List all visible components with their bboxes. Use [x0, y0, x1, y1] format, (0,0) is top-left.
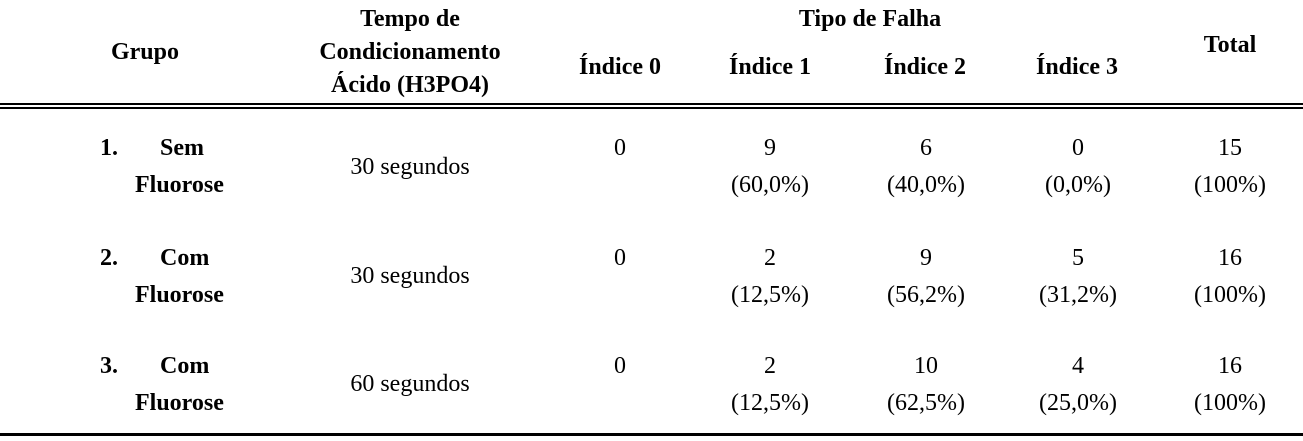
row-group-line2: Fluorose: [135, 390, 224, 416]
row-total-pct: (100%): [1194, 390, 1266, 416]
row-indice3-count: 4: [1072, 353, 1084, 379]
row-indice3-count: 5: [1072, 245, 1084, 271]
table-bottom-rule: [0, 433, 1303, 436]
row-total-count: 16: [1218, 245, 1242, 271]
header-indice-3: Índice 3: [1035, 54, 1118, 80]
header-grupo: Grupo: [110, 39, 179, 65]
row-indice2-pct: (40,0%): [887, 172, 965, 198]
row-indice0: 0: [614, 245, 626, 271]
row-group-line1: Com: [160, 245, 210, 271]
row-total-pct: (100%): [1194, 172, 1266, 198]
row-total-count: 16: [1218, 353, 1242, 379]
row-indice2-count: 6: [920, 135, 932, 161]
row-indice1-count: 2: [764, 245, 776, 271]
row-indice2-count: 10: [914, 353, 938, 379]
header-indice-1: Índice 1: [728, 54, 811, 80]
row-indice3-count: 0: [1072, 135, 1084, 161]
row-total-pct: (100%): [1194, 282, 1266, 308]
header-indice-2: Índice 2: [883, 54, 966, 80]
header-rule-top: [0, 103, 1303, 105]
header-tempo-line3: Ácido (H3PO4): [331, 72, 489, 98]
row-number: 1.: [100, 135, 118, 161]
row-indice1-pct: (12,5%): [731, 390, 809, 416]
row-indice1-count: 2: [764, 353, 776, 379]
row-group-line2: Fluorose: [135, 282, 224, 308]
row-indice0: 0: [614, 353, 626, 379]
row-total-count: 15: [1218, 135, 1242, 161]
row-tempo: 30 segundos: [350, 263, 470, 289]
row-indice0: 0: [614, 135, 626, 161]
row-indice1-pct: (12,5%): [731, 282, 809, 308]
row-group-line1: Sem: [160, 135, 204, 161]
header-tempo-line1: Tempo de: [360, 6, 460, 32]
row-group-line2: Fluorose: [135, 172, 224, 198]
header-indice-0: Índice 0: [578, 54, 661, 80]
row-number: 3.: [100, 353, 118, 379]
row-indice3-pct: (31,2%): [1039, 282, 1117, 308]
header-total: Total: [1203, 32, 1257, 58]
row-indice3-pct: (0,0%): [1045, 172, 1111, 198]
row-indice2-pct: (62,5%): [887, 390, 965, 416]
row-group-line1: Com: [160, 353, 210, 379]
row-indice2-pct: (56,2%): [887, 282, 965, 308]
row-tempo: 30 segundos: [350, 154, 470, 180]
row-indice1-count: 9: [764, 135, 776, 161]
header-rule-bottom: [0, 107, 1303, 109]
row-indice2-count: 9: [920, 245, 932, 271]
row-indice3-pct: (25,0%): [1039, 390, 1117, 416]
row-tempo: 60 segundos: [350, 371, 470, 397]
header-tipo-falha: Tipo de Falha: [798, 6, 942, 32]
row-indice1-pct: (60,0%): [731, 172, 809, 198]
header-tempo-line2: Condicionamento: [319, 39, 501, 65]
row-number: 2.: [100, 245, 118, 271]
